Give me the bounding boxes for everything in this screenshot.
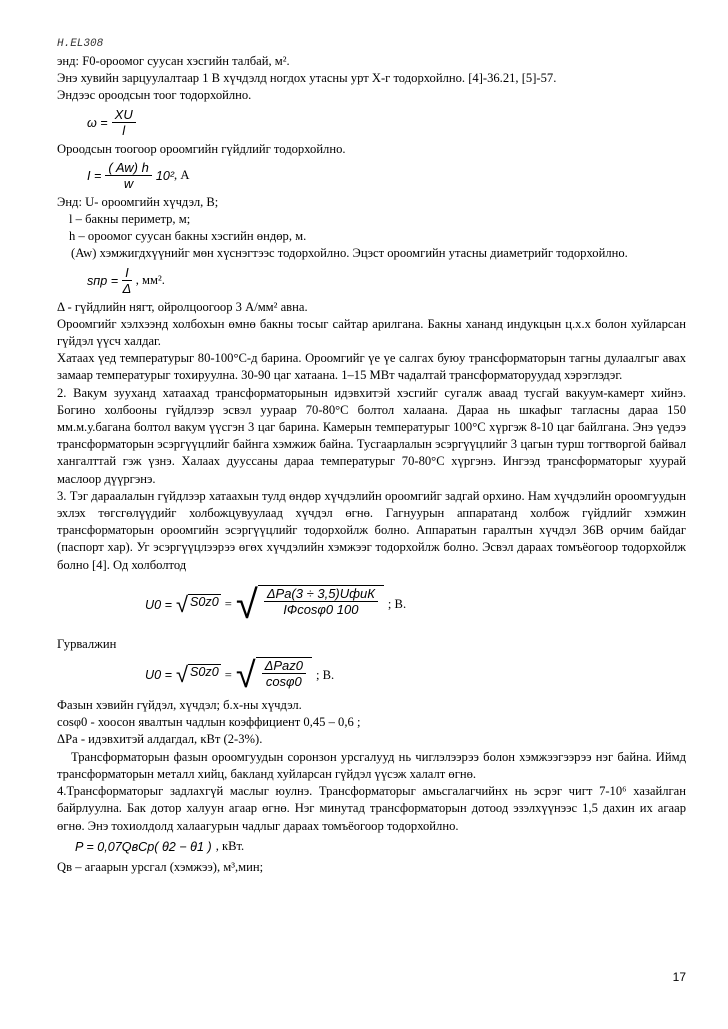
paragraph: 3. Тэг дараалалын гүйдлээр хатаахын тулд өндөр хүчдэлийн ороомгийг задгай орхино. Нам хүчдэлийн ороомгуудын эхлэх төгсгөлүүдийг холбожцувуулаад хүчдэл өгнө. Гагнуурын аппаратанд холбож гүйдлийг хэмжин трансформаторын ороомгийн эсэргүүцлийг тодорхойлж болно. Аппаратын гаралтын хүчдэл 36В орчим байдаг (паспорт хар). Уг эсэргүүцлээрээ өгөх хүчдэлийн хэмжээг тодорхойлж болно. Эсвэл дараах томъёогоор тодорхойлж болно [4]. Од холболтод (57, 488, 686, 572)
formula-star-connection: U0 = √ S0z0 = √ $\frac{\text{ΔPа(3 ÷ 3,5)UфuК}}{IФ\cos\varphi 0 100}$ ; В. (145, 582, 407, 627)
document-code: H.EL308 (57, 38, 104, 50)
fraction-denominator: w (123, 176, 134, 192)
paragraph: l – бакны периметр, м; (69, 212, 191, 227)
document-page (57, 37, 686, 876)
paragraph: Гурвалжин (57, 636, 117, 651)
paragraph: энд: F0-ороомог суусан хэсгийн талбай, м². (57, 54, 290, 68)
paragraph: Хатаах үед температурыг 80-100°С-д барина. Ороомгийг үе үе салгах буюу трансформаторын тагны дулаалгыг авах замаар температурыг тохируулна. 30-90 цаг хатаана. 1–15 МВт чадалтай трансформаторуудад хэрэглэдэг. (57, 351, 686, 383)
paragraph: Энд: U- ороомгийн хүчдэл, В; (57, 194, 219, 209)
paragraph: Трансформаторын фазын ороомгуудын соронзон урсгалууд нь чиглэлээрээ болон хэмжээгээрээ нэг байна. Иймд трансформаторын металл хийц, бакланд хуйларсан гүйдэл үүсэж халалт өгнө. (57, 749, 686, 781)
paragraph: Энэ хувийн зарцуулалтаар 1 В хүчдэлд ногдох утасны урт X-г тодорхойлно. [4]-36.21, [5]-57. (57, 71, 557, 86)
paragraph: Qв – агаарын урсгал (хэмжээ), м³,мин; (57, 859, 264, 874)
paragraph: 2. Вакум зууханд хатаахад трансформаторынын идэвхитэй хэсгийг сугалж аваад тусгай вакуум-камерт хийнэ. Богино холбооны гүйдлээр эсвэл уураар 70-80°С болтол халаана. Дараа нь шкафыг тагласны дараа 150 мм.м.у.багана болтол вакум үүсгэн 3 цаг барина. Камерын температурыг 100°С хүргэж 8-10 цаг байлгана. Энэ үедээ трансформаторын эсэргүүцлийг байнга хэмжиж байна. Тусгаарлалын эсэргүүцлийг 3 цагын турш тогтворгой байвал хангалттай гэж үзнэ. Халаах дуусcаны дараа температурыг 70-80°С хүргэнэ. Ингээд трансформаторыг хуурай маслоор дүүргэнэ. (57, 385, 686, 486)
formula-omega: ω = $\frac{XU}{l}$ (57, 105, 686, 141)
paragraph: Ороомгийг хэлхээнд холбохын өмнө бакны тосыг сайтар арилгана. Бакны хананд индукцын ц.х.х болон хуйларсан гүйдэл үүсч халдаг. (57, 316, 686, 349)
paragraph: Фазын хэвийн гүйдэл, хүчдэл; б.х-ны хүчдэл. (57, 698, 302, 713)
paragraph: 4.Трансформаторыг задлахгүй маслыг юулнэ. Трансформаторыг амьсгалагчийнх нь эсрэг чигт 7-10⁶ хазайлган байрлуулна. Бак дотор халуун агаар өгнө. Нэг минутад трансформаторын дотоод эзэлхүүнээс 1,5 дахин их агаар өгнө. Энэ тохиолдолд халаагурын чадлыг дараах томъёогоор тодорхойлно. (57, 784, 686, 833)
fraction-numerator: ΔPа(3 ÷ 3,5)UфuК (264, 586, 378, 602)
paragraph: ΔPа - идэвхитэй алдагдал, кВт (2-3%). (57, 732, 263, 747)
formula-delta-connection: U0 = √ S0z0 = √ $\frac{\text{ΔPаz0}}{\cos\varphi 0}$ ; В. (145, 654, 335, 696)
fraction-numerator: ( Aw) h (105, 160, 151, 176)
paragraph: (Aw) хэмжигдхүүнийг мөн хүснэгтээс тодорхойлно. Эцэст ороомгийн утасны диаметрийг тодорхойлно. (71, 246, 628, 261)
paragraph: Δ - гүйдлийн нягт, ойролцоогоор 3 А/мм² авна. (57, 299, 308, 314)
fraction-denominator: cosφ0 (265, 674, 302, 690)
fraction-denominator: l (122, 123, 126, 139)
paragraph: Эндээс ороодсын тоог тодорхойлно. (57, 88, 252, 103)
paragraph: Ороодсын тоогоор ороомгийн гүйдлийг тодорхойлно. (57, 141, 346, 156)
paragraph: cosφ0 - хоосон явалтын чадлын коэффициент 0,45 – 0,6 ; (57, 715, 361, 730)
fraction-numerator: XU (112, 107, 136, 123)
formula-current: I = $\frac{( Aw) h}{w}$ 10² , А (87, 160, 190, 192)
fraction-numerator: ΔPаz0 (262, 658, 306, 674)
fraction-numerator: I (122, 265, 132, 281)
fraction-denominator: IФcosφ0 100 (283, 601, 359, 617)
formula-wire-section: sпр = $\frac{I}{\Delta}$ , мм². (87, 265, 165, 297)
formula-heater-power: P = 0,07QвCр( θ2 − θ1 ) , кВт. (75, 839, 245, 854)
paragraph: h – ороомог суусан бакны хэсгийн өндөр, м. (69, 229, 307, 244)
fraction-denominator: Δ (122, 281, 132, 297)
page-number: 17 (672, 970, 686, 984)
